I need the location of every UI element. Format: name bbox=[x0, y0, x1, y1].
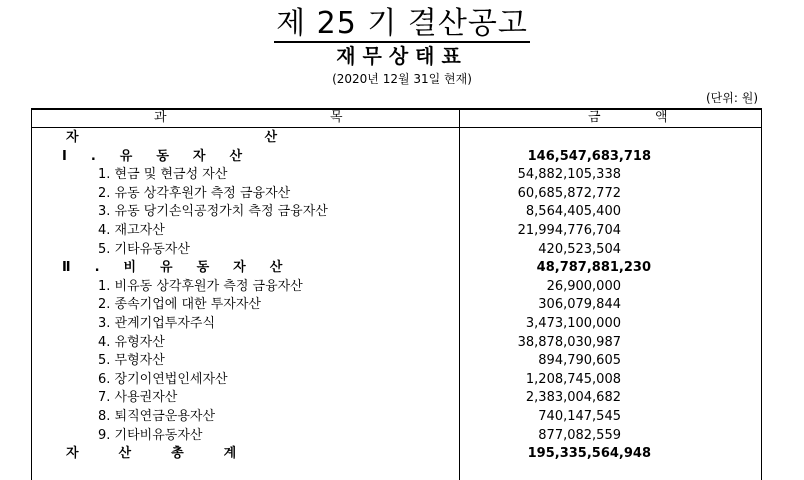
statement-title: 재무상태표 bbox=[336, 44, 468, 68]
header-subject-right: 목 bbox=[330, 110, 343, 125]
row-amount: 60,685,872,772 bbox=[517, 185, 621, 201]
header-subject-left: 과 bbox=[154, 110, 167, 125]
table-body bbox=[32, 129, 761, 464]
row-label: 4. 재고자산 bbox=[98, 222, 165, 238]
row-amount: 195,335,564,948 bbox=[527, 446, 651, 462]
table-row-item bbox=[32, 408, 761, 427]
row-label: 2. 유동 상각후원가 측정 금융자산 bbox=[98, 185, 291, 201]
row-amount: 26,900,000 bbox=[546, 278, 621, 294]
row-label: 9. 기타비유동자산 bbox=[98, 427, 203, 443]
row-amount: 54,882,105,338 bbox=[517, 167, 621, 183]
row-amount: 146,547,683,718 bbox=[527, 148, 651, 164]
table-row-item bbox=[32, 296, 761, 315]
table-row-item bbox=[32, 166, 761, 185]
row-amount: 877,082,559 bbox=[538, 427, 621, 443]
row-label: 자산 bbox=[66, 130, 464, 145]
table-row-item bbox=[32, 315, 761, 334]
row-label: 4. 유형자산 bbox=[98, 334, 165, 350]
table-row-item bbox=[32, 185, 761, 204]
statement-date: (2020년 12월 31일 현재) bbox=[332, 72, 472, 86]
table-header bbox=[32, 110, 761, 128]
row-amount: 48,787,881,230 bbox=[536, 260, 651, 276]
row-label: 8. 퇴직연금운용자산 bbox=[98, 408, 215, 424]
table-row-item bbox=[32, 203, 761, 222]
document-title: 제 25 기 결산공고 bbox=[276, 6, 528, 41]
row-amount: 894,790,605 bbox=[538, 353, 621, 369]
row-amount: 306,079,844 bbox=[538, 297, 621, 313]
table-row-item bbox=[32, 278, 761, 297]
row-label: 3. 관계기업투자주식 bbox=[98, 315, 215, 331]
row-label: 3. 유동 당기손익공정가치 측정 금융자산 bbox=[98, 204, 328, 220]
row-label: 1. 비유동 상각후원가 측정 금융자산 bbox=[98, 278, 303, 294]
row-amount: 420,523,504 bbox=[538, 241, 621, 257]
row-label: 5. 기타유동자산 bbox=[98, 241, 190, 257]
row-label: 6. 장기이연법인세자산 bbox=[98, 371, 228, 387]
row-label: 1. 현금 및 현금성 자산 bbox=[98, 167, 228, 183]
header-amount-right: 액 bbox=[655, 110, 668, 125]
table-row-item bbox=[32, 334, 761, 353]
header-amount-left: 금 bbox=[588, 110, 601, 125]
table-row-item bbox=[32, 371, 761, 390]
table-row-item bbox=[32, 352, 761, 371]
table-row-total bbox=[32, 445, 761, 464]
row-amount: 1,208,745,008 bbox=[525, 371, 621, 387]
row-label: Ⅰ.유동자산 bbox=[62, 148, 267, 164]
row-label: 자산총계 bbox=[66, 446, 277, 462]
row-amount: 740,147,545 bbox=[538, 408, 621, 424]
row-label: 2. 종속기업에 대한 투자자산 bbox=[98, 297, 261, 313]
balance-sheet-table bbox=[31, 108, 762, 480]
table-row-item bbox=[32, 241, 761, 260]
row-amount: 38,878,030,987 bbox=[517, 334, 621, 350]
row-amount: 8,564,405,400 bbox=[525, 204, 621, 220]
table-row-group bbox=[32, 259, 761, 278]
table-row-item bbox=[32, 427, 761, 446]
table-row-item bbox=[32, 222, 761, 241]
unit-label: (단위: 원) bbox=[706, 91, 758, 105]
row-amount: 3,473,100,000 bbox=[525, 315, 621, 331]
row-amount: 21,994,776,704 bbox=[517, 222, 621, 238]
row-amount: 2,383,004,682 bbox=[525, 390, 621, 406]
table-row-section bbox=[32, 129, 761, 148]
table-row-item bbox=[32, 389, 761, 408]
row-label: 7. 사용권자산 bbox=[98, 390, 178, 406]
row-label: 5. 무형자산 bbox=[98, 353, 165, 369]
row-label: Ⅱ.비유동자산 bbox=[62, 260, 307, 276]
table-row-group bbox=[32, 148, 761, 167]
